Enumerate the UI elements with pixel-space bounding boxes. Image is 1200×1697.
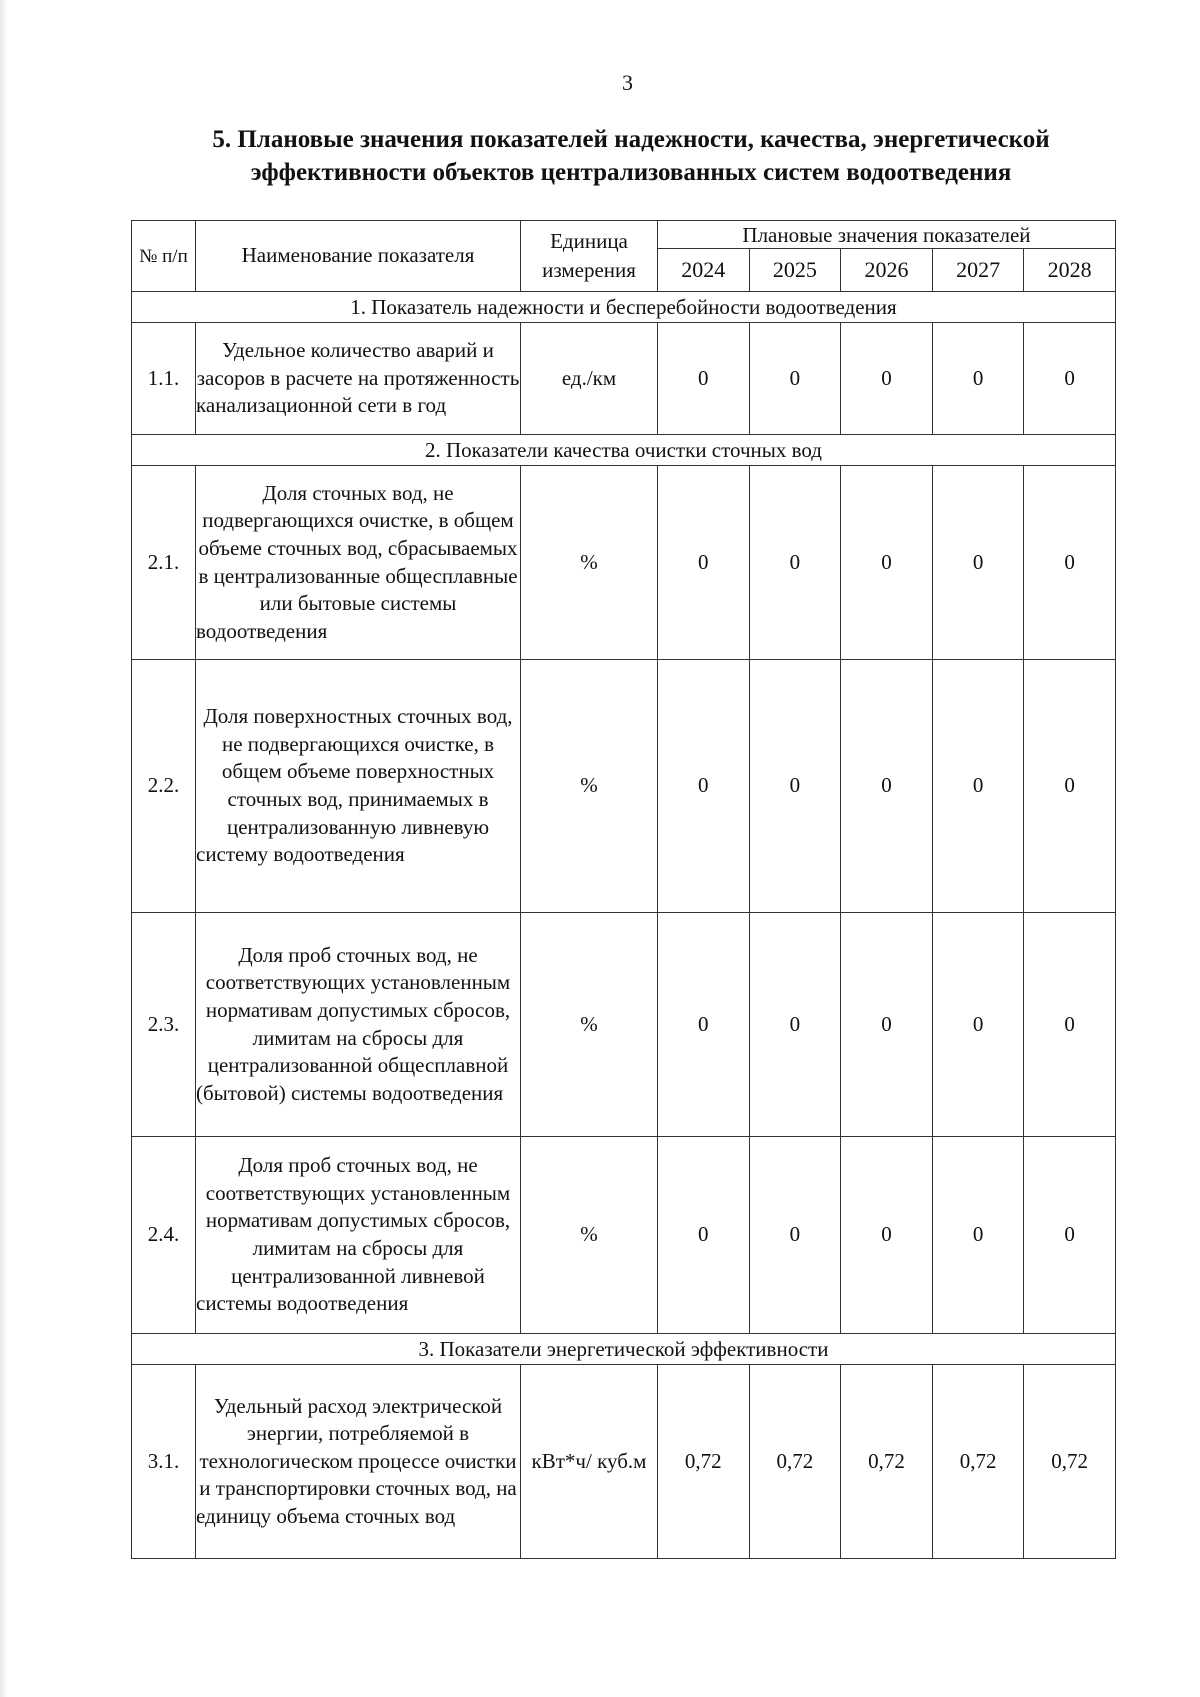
row-value: 0 xyxy=(841,466,933,660)
row-value: 0 xyxy=(841,660,933,913)
row-value: 0 xyxy=(932,913,1024,1137)
section-row xyxy=(132,435,1116,466)
row-unit: кВт*ч/ куб.м xyxy=(521,1365,658,1559)
section-title: 1. Показатель надежности и бесперебойности водоотведения xyxy=(132,292,1116,323)
row-value: 0 xyxy=(932,323,1024,435)
table-row xyxy=(132,323,1116,435)
row-value: 0,72 xyxy=(841,1365,933,1559)
row-value: 0,72 xyxy=(932,1365,1024,1559)
row-value: 0 xyxy=(658,1137,750,1334)
row-value: 0 xyxy=(749,466,841,660)
row-value: 0 xyxy=(1024,913,1116,1137)
row-value: 0 xyxy=(932,660,1024,913)
header-year: 2028 xyxy=(1024,249,1116,292)
row-name: Доля поверхностных сточных вод, не подвергающихся очистке, в общем объеме поверхностных сточных вод, принимаемых в централизованную ливневую систему водоотведения xyxy=(196,660,521,913)
row-name: Доля проб сточных вод, не соответствующих установленным нормативам допустимых сбросов, лимитам на сбросы для централизованной ливневой системы водоотведения xyxy=(196,1137,521,1334)
row-num: 2.2. xyxy=(132,660,196,913)
section-row xyxy=(132,1334,1116,1365)
row-value: 0 xyxy=(658,323,750,435)
row-name: Доля проб сточных вод, не соответствующих установленным нормативам допустимых сбросов, лимитам на сбросы для централизованной общесплавной (бытовой) системы водоотведения xyxy=(196,913,521,1137)
row-value: 0 xyxy=(1024,1137,1116,1334)
row-value: 0 xyxy=(932,466,1024,660)
row-value: 0 xyxy=(658,660,750,913)
table-row xyxy=(132,1137,1116,1334)
row-unit: % xyxy=(521,466,658,660)
row-num: 1.1. xyxy=(132,323,196,435)
row-value: 0 xyxy=(841,323,933,435)
row-num: 3.1. xyxy=(132,1365,196,1559)
header-name: Наименование показателя xyxy=(196,221,521,292)
row-value: 0 xyxy=(749,323,841,435)
section-title: 3. Показатели энергетической эффективности xyxy=(132,1334,1116,1365)
row-name: Удельное количество аварий и засоров в расчете на протяженность канализационной сети в год xyxy=(196,323,521,435)
header-num: № п/п xyxy=(132,221,196,292)
row-value: 0 xyxy=(749,913,841,1137)
header-unit: Единица измерения xyxy=(521,221,658,292)
header-plan: Плановые значения показателей xyxy=(658,221,1116,249)
row-value: 0 xyxy=(658,913,750,1137)
row-value: 0,72 xyxy=(658,1365,750,1559)
row-value: 0 xyxy=(1024,466,1116,660)
table-row xyxy=(132,660,1116,913)
row-name: Удельный расход электрической энергии, потребляемой в технологическом процессе очистки и транспортировки сточных вод, на единицу объема сточных вод xyxy=(196,1365,521,1559)
row-value: 0,72 xyxy=(749,1365,841,1559)
section-title: 2. Показатели качества очистки сточных вод xyxy=(132,435,1116,466)
table-row xyxy=(132,1365,1116,1559)
row-num: 2.1. xyxy=(132,466,196,660)
row-value: 0 xyxy=(749,1137,841,1334)
row-value: 0 xyxy=(658,466,750,660)
header-year: 2024 xyxy=(658,249,750,292)
header-year: 2026 xyxy=(841,249,933,292)
row-unit: % xyxy=(521,660,658,913)
table-row xyxy=(132,466,1116,660)
page-title: 5. Плановые значения показателей надежности, качества, энергетической эффективности объектов централизованных систем водоотведения xyxy=(212,126,1050,186)
row-unit: % xyxy=(521,1137,658,1334)
row-value: 0 xyxy=(841,913,933,1137)
header-year: 2025 xyxy=(749,249,841,292)
indicators-table xyxy=(131,220,1116,1559)
row-value: 0 xyxy=(1024,323,1116,435)
row-value: 0 xyxy=(932,1137,1024,1334)
row-value: 0,72 xyxy=(1024,1365,1116,1559)
row-value: 0 xyxy=(749,660,841,913)
header-year: 2027 xyxy=(932,249,1024,292)
row-unit: ед./км xyxy=(521,323,658,435)
page-number: 3 xyxy=(622,70,633,95)
row-value: 0 xyxy=(1024,660,1116,913)
row-value: 0 xyxy=(841,1137,933,1334)
scan-edge xyxy=(0,0,8,1697)
row-unit: % xyxy=(521,913,658,1137)
row-num: 2.4. xyxy=(132,1137,196,1334)
table-row xyxy=(132,913,1116,1137)
row-num: 2.3. xyxy=(132,913,196,1137)
row-name: Доля сточных вод, не подвергающихся очистке, в общем объеме сточных вод, сбрасываемых в централизованные общесплавные или бытовые системы водоотведения xyxy=(196,466,521,660)
section-row xyxy=(132,292,1116,323)
